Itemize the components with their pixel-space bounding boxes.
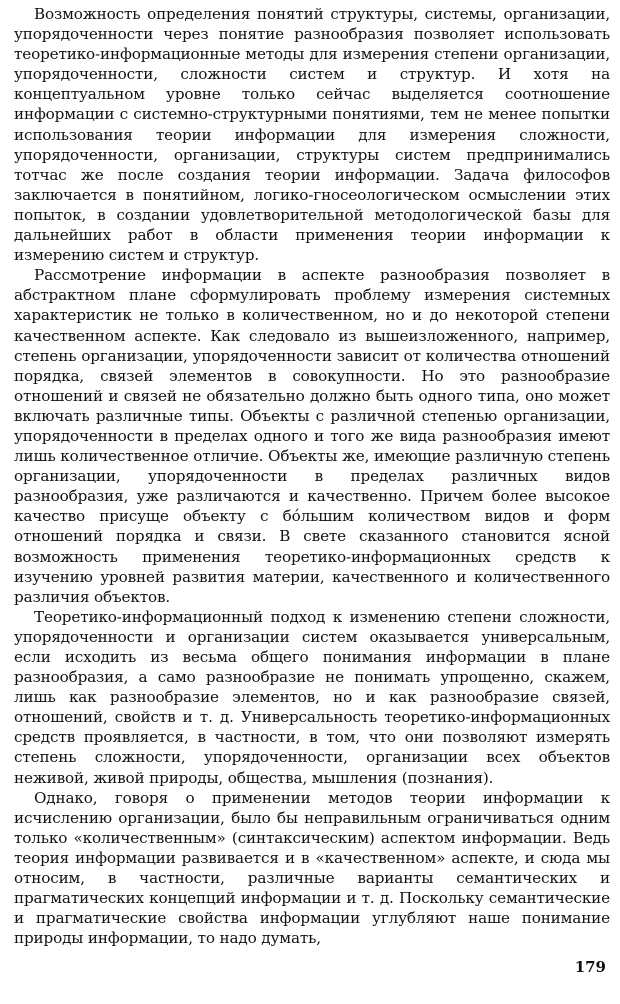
paragraph-4: Однако, говоря о применении методов теории информации к исчислению организации, было бы неправильным ограничиваться одним только «количественным» (синтаксическим) аспектом информации. Ведь теория информации развивается и в «качественном» аспекте, и сюда мы относим, в частности, различные варианты семантических и прагматических концепций информации и т. д. Поскольку семантические и прагматические свойства информации углубляют наше понимание природы информации, то надо думать, — [14, 788, 610, 948]
page-body — [14, 4, 610, 948]
paragraph-2: Рассмотрение информации в аспекте разнообразия позволяет в абстрактном плане сформулировать проблему измерения системных характеристик не только в количественном, но и до некоторой степени качественном аспекте. Как следовало из вышеизложенного, например, степень организации, упорядоченности зависит от количества отношений порядка, связей элементов в совокупности. Но это разнообразие отношений и связей не обязательно должно быть одного типа, оно может включать различные типы. Объекты с различной степенью организации, упорядоченности в пределах одного и того же вида разнообразия имеют лишь количественное отличие. Объекты же, имеющие различную степень организации, упорядоченности в пределах различных видов разнообразия, уже различаются и качественно. Причем более высокое качество присуще объекту с бо́льшим количеством видов и форм отношений порядка и связи. В свете сказанного становится ясной возможность применения теоретико-информационных средств к изучению уровней развития материи, качественного и количественного различия объектов. — [14, 266, 610, 606]
paragraph-1: Возможность определения понятий структуры, системы, организации, упорядоченности через понятие разнообразия позволяет использовать теоретико-информационные методы для измерения степени организации, упорядоченности, сложности систем и структур. И хотя на концептуальном уровне только сейчас выделяется соотношение информации с системно-структурными понятиями, тем не менее попытки использования теории информации для измерения сложности, упорядоченности, организации, структуры систем предпринимались тотчас же после создания теории информации. Задача философов заключается в понятийном, логико-гносеологическом осмыслении этих попыток, в создании удовлетворительной методологической базы для дальнейших работ в области применения теории информации к измерению систем и структур. — [14, 5, 610, 265]
paragraph-3: Теоретико-информационный подход к изменению степени сложности, упорядоченности и организации систем оказывается универсальным, если исходить из весьма общего понимания информации в плане разнообразия, а само разнообразие не понимать упрощенно, скажем, лишь как разнообразие элементов, но и как разнообразие связей, отношений, свойств и т. д. Универсальность теоретико-информационных средств проявляется, в частности, в том, что они позволяют измерять степень сложности, упорядоченности, организации всех объектов неживой, живой природы, общества, мышления (познания). — [14, 607, 610, 787]
page-number: 179 — [574, 958, 606, 976]
